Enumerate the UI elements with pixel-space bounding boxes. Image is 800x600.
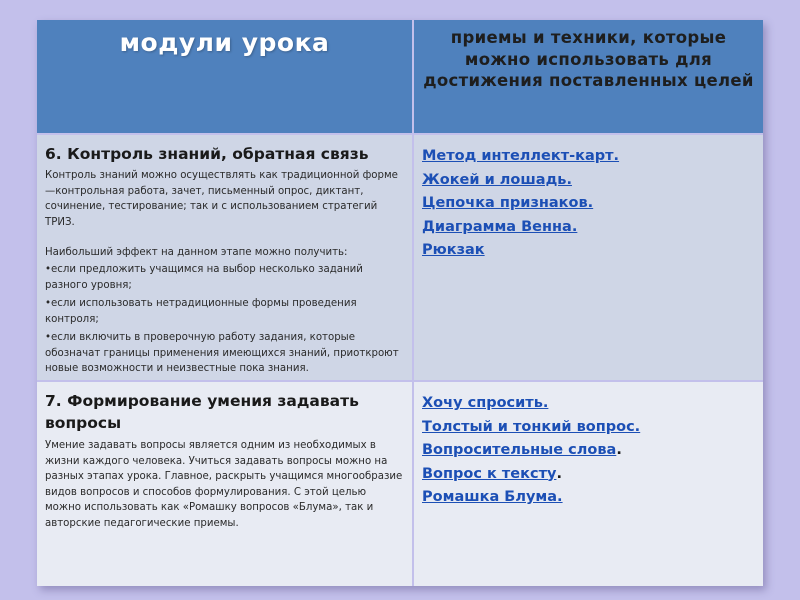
- technique-link-venn-diagram[interactable]: Диаграмма Венна.: [422, 218, 578, 235]
- technique-link-question-to-text[interactable]: Вопрос к тексту.: [422, 463, 757, 487]
- technique-link-want-to-ask[interactable]: Хочу спросить.: [422, 395, 549, 411]
- technique-link-jockey-horse[interactable]: Жокей и лошадь.: [422, 171, 572, 188]
- technique-link-bloom-chamomile[interactable]: Ромашка Блума.: [422, 489, 563, 505]
- module-bullet: •если предложить учащимся на выбор несколько заданий разного уровня;: [45, 264, 363, 291]
- techniques-link-list: [422, 392, 757, 510]
- table-row-questioning-skills: [37, 382, 763, 586]
- header-cell-techniques: [414, 20, 763, 133]
- techniques-cell: [414, 135, 763, 380]
- module-cell: [37, 382, 412, 586]
- link-punctuation: .: [616, 442, 622, 458]
- module-effect-intro: Наибольший эффект на данном этапе можно получить:: [45, 247, 348, 258]
- technique-link-chain-of-features[interactable]: Цепочка признаков.: [422, 195, 594, 211]
- module-title: 6. Контроль знаний, обратная связь: [45, 145, 369, 163]
- header-modules-label: модули урока: [119, 28, 330, 57]
- module-description: Контроль знаний можно осуществлять как традиционной форме—контрольная работа, зачет, письменный опрос, диктант, сочинение, тестирование; так и с использованием стратегий ТРИЗ.: [45, 170, 398, 228]
- techniques-link-list: [422, 145, 757, 263]
- technique-link-backpack[interactable]: Рюкзак: [422, 242, 485, 258]
- table-header-row: [37, 20, 763, 133]
- techniques-cell: [414, 382, 763, 586]
- module-cell: [37, 135, 412, 380]
- technique-link-thick-thin-question[interactable]: Толстый и тонкий вопрос.: [422, 418, 641, 435]
- technique-link-question-words[interactable]: Вопросительные слова.: [422, 439, 757, 463]
- link-punctuation: .: [556, 465, 562, 482]
- table-row-knowledge-control: [37, 135, 763, 380]
- header-techniques-label: приемы и техники, которые можно использовать для достижения поставленных целей: [423, 28, 754, 90]
- module-description: Умение задавать вопросы является одним из необходимых в жизни каждого человека. Учиться задавать вопросы можно на разных этапах урока. Главное, раскрыть учащимся многообразие видов вопросов и способов формулирования. С этой целью можно использовать как «Ромашку вопросов «Блума», так и авторские педагогические приемы.: [45, 440, 403, 529]
- header-cell-modules: [37, 20, 412, 133]
- lesson-modules-table: [37, 20, 763, 586]
- technique-link-mind-map[interactable]: Метод интеллект-карт.: [422, 148, 620, 164]
- module-title: 7. Формирование умения задавать вопросы: [45, 392, 359, 432]
- module-bullet: •если использовать нетрадиционные формы проведения контроля;: [45, 298, 357, 325]
- module-bullet: •если включить в проверочную работу задания, которые обозначат границы применения имеющихся знаний, приоткроют новые возможности и неизвестные пока знания.: [45, 332, 399, 374]
